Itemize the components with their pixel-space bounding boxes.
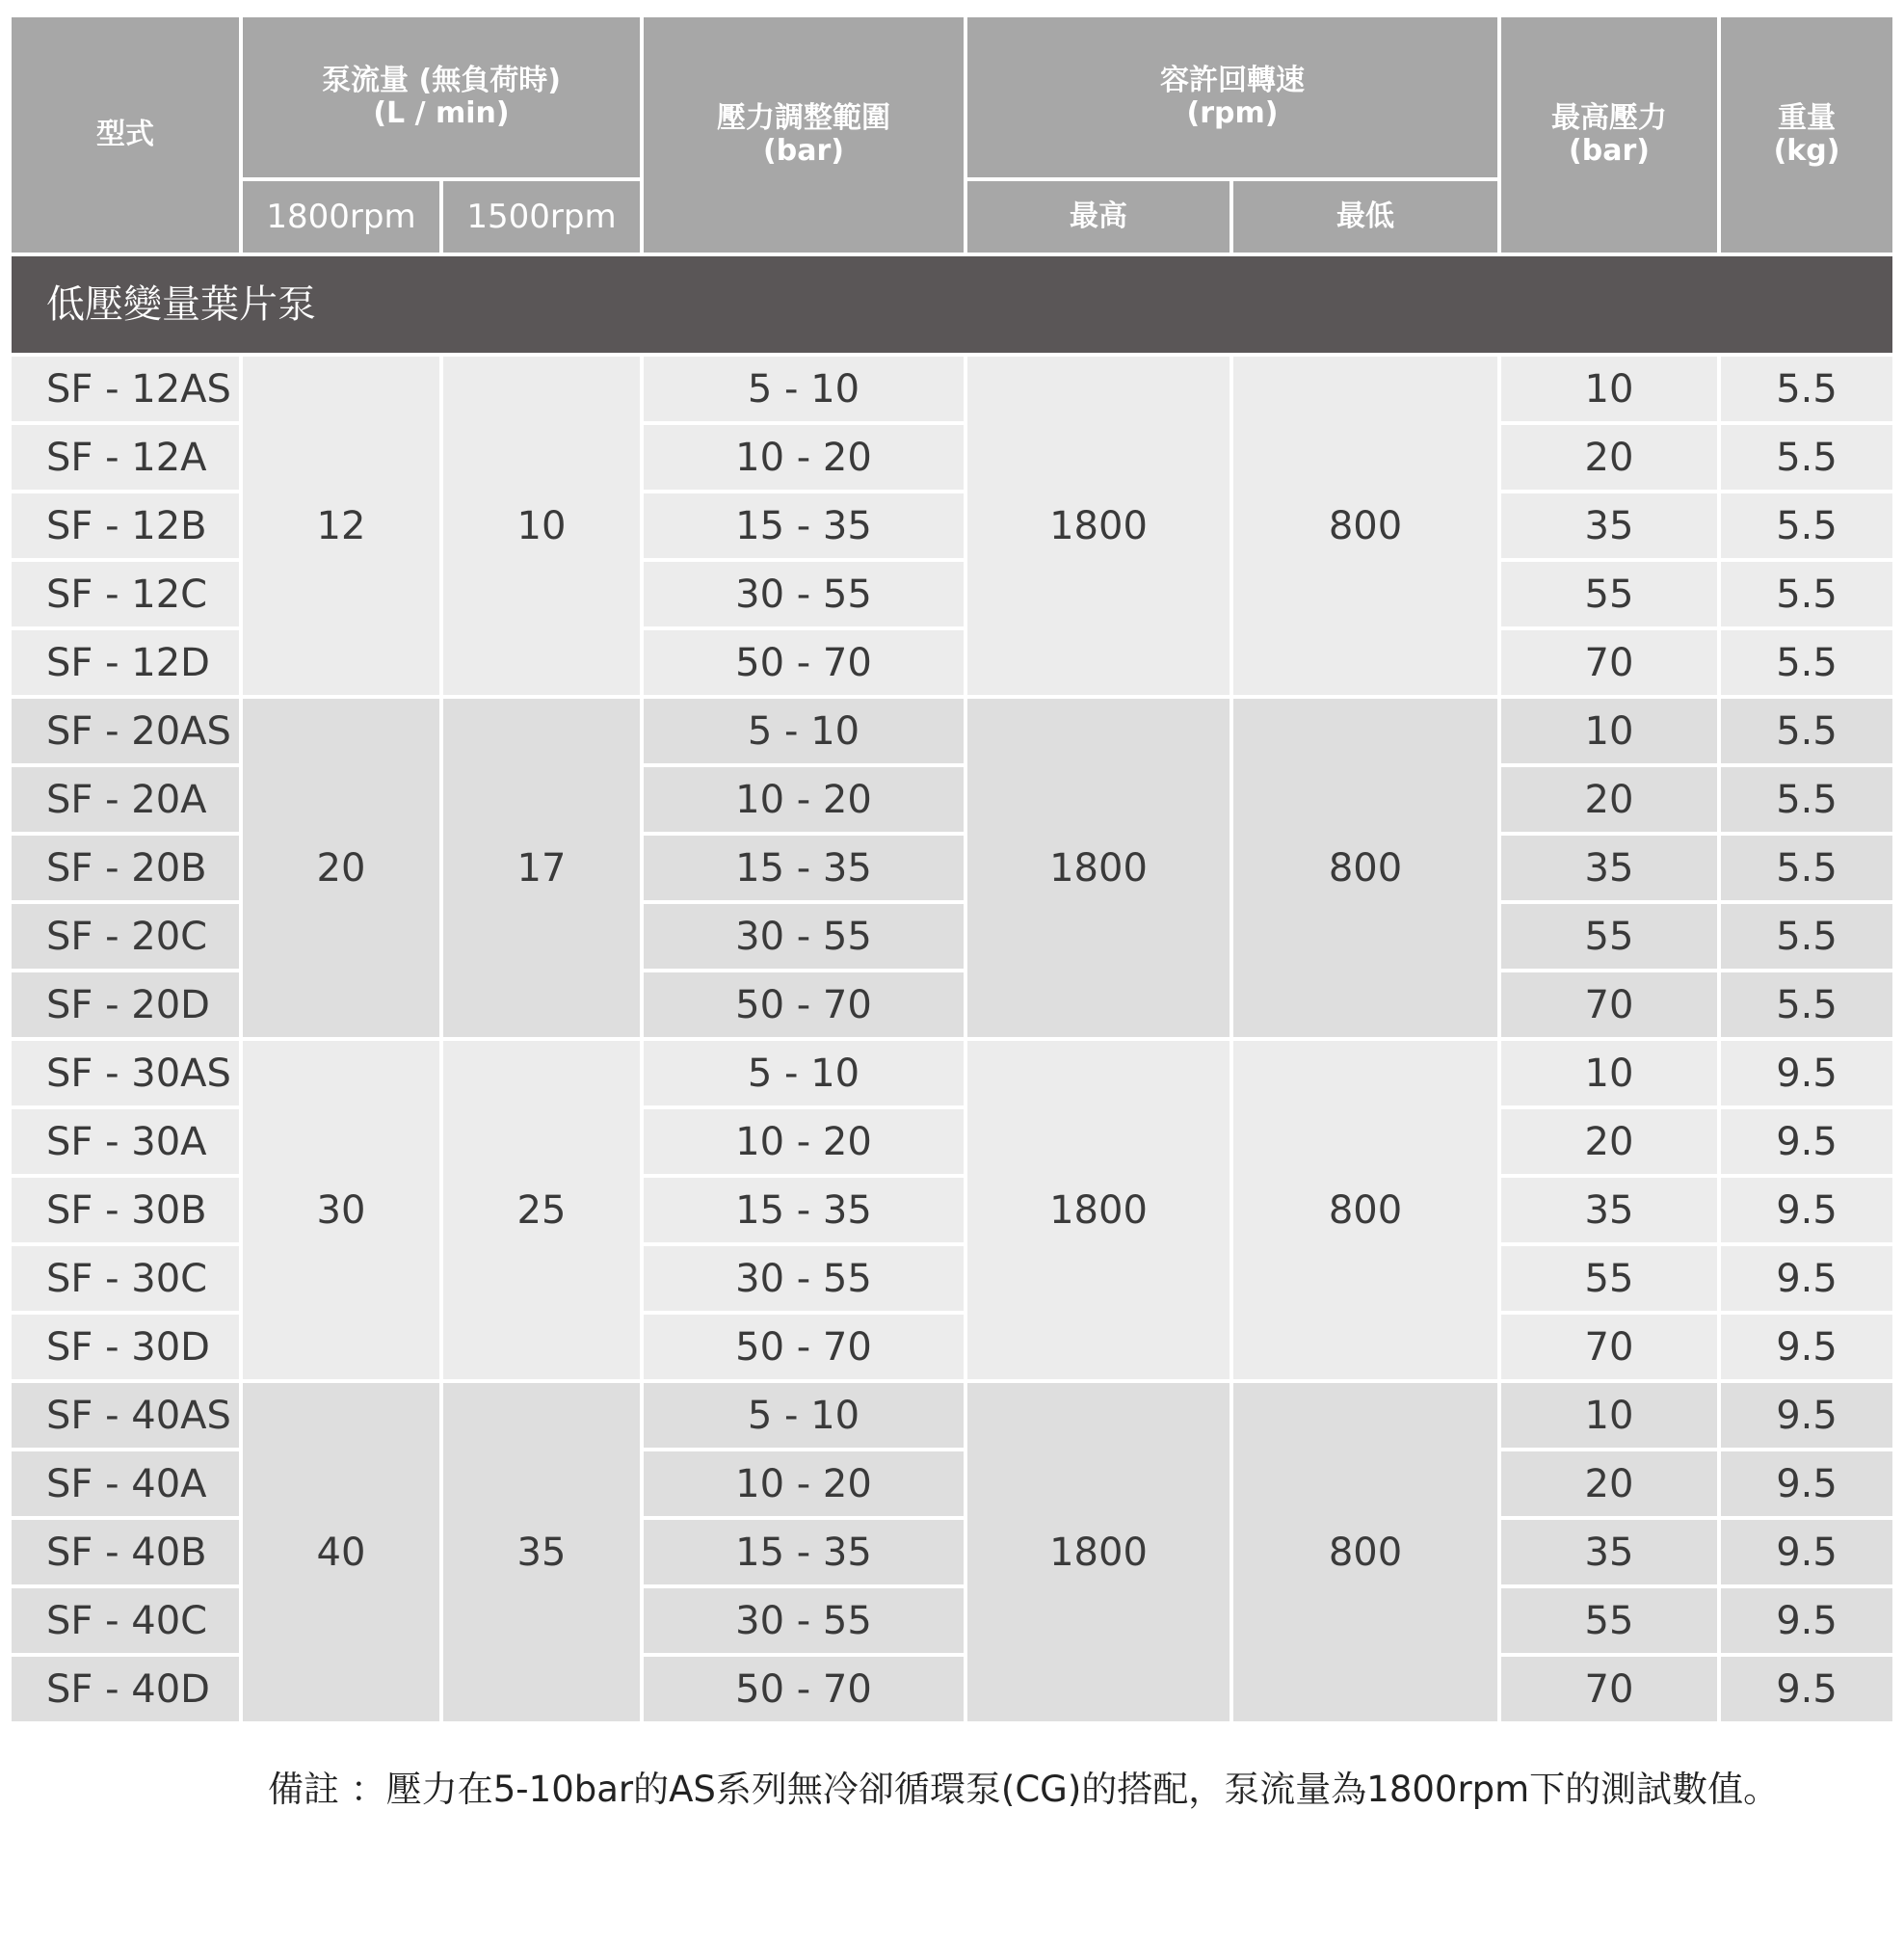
cell-model: SF - 30A [12,1109,239,1174]
cell-speed-max: 1800 [967,1383,1230,1721]
header-model: 型式 [12,17,239,253]
cell-weight: 9.5 [1721,1315,1892,1379]
header-speed-min: 最低 [1233,181,1497,253]
cell-pressure-range: 10 - 20 [644,1451,964,1516]
table-body [12,256,1892,1721]
cell-max-pressure: 70 [1501,972,1717,1037]
header-flow: 泵流量 (無負荷時) (L / min) [243,17,640,177]
cell-weight: 5.5 [1721,972,1892,1037]
cell-pressure-range: 10 - 20 [644,1109,964,1174]
cell-max-pressure: 20 [1501,1109,1717,1174]
cell-flow-1800: 20 [243,699,439,1037]
cell-weight: 5.5 [1721,767,1892,832]
header-pressure-range-unit: (bar) [763,134,844,168]
cell-model: SF - 40B [12,1520,239,1584]
cell-pressure-range: 50 - 70 [644,630,964,695]
cell-model: SF - 12D [12,630,239,695]
header-weight: 重量 (kg) [1721,17,1892,253]
cell-max-pressure: 55 [1501,904,1717,969]
cell-flow-1800: 30 [243,1041,439,1379]
table-header [12,17,1892,253]
cell-pressure-range: 15 - 35 [644,1520,964,1584]
cell-model: SF - 12B [12,493,239,558]
cell-weight: 9.5 [1721,1520,1892,1584]
cell-speed-min: 800 [1233,699,1497,1037]
group-title-bar: 低壓變量葉片泵 [12,256,1892,353]
cell-pressure-range: 15 - 35 [644,493,964,558]
cell-weight: 9.5 [1721,1041,1892,1105]
cell-model: SF - 12C [12,562,239,626]
cell-weight: 9.5 [1721,1657,1892,1721]
cell-flow-1500: 10 [443,357,640,695]
cell-pressure-range: 30 - 55 [644,562,964,626]
cell-max-pressure: 35 [1501,836,1717,900]
cell-weight: 9.5 [1721,1383,1892,1448]
cell-max-pressure: 35 [1501,493,1717,558]
cell-pressure-range: 15 - 35 [644,1178,964,1242]
cell-flow-1500: 25 [443,1041,640,1379]
cell-flow-1800: 40 [243,1383,439,1721]
cell-max-pressure: 20 [1501,1451,1717,1516]
header-speed-max: 最高 [967,181,1230,253]
cell-max-pressure: 20 [1501,425,1717,490]
cell-model: SF - 12A [12,425,239,490]
cell-pressure-range: 5 - 10 [644,699,964,763]
cell-speed-max: 1800 [967,1041,1230,1379]
cell-weight: 5.5 [1721,630,1892,695]
cell-flow-1500: 17 [443,699,640,1037]
cell-max-pressure: 10 [1501,357,1717,421]
cell-weight: 9.5 [1721,1246,1892,1311]
cell-pressure-range: 5 - 10 [644,1383,964,1448]
cell-flow-1500: 35 [443,1383,640,1721]
cell-max-pressure: 35 [1501,1520,1717,1584]
cell-model: SF - 30C [12,1246,239,1311]
cell-max-pressure: 55 [1501,562,1717,626]
header-flow-1800: 1800rpm [243,181,439,253]
cell-model: SF - 30B [12,1178,239,1242]
cell-pressure-range: 10 - 20 [644,767,964,832]
cell-pressure-range: 5 - 10 [644,357,964,421]
cell-pressure-range: 30 - 55 [644,904,964,969]
cell-model: SF - 20C [12,904,239,969]
cell-model: SF - 20AS [12,699,239,763]
cell-weight: 5.5 [1721,425,1892,490]
cell-weight: 9.5 [1721,1451,1892,1516]
cell-weight: 5.5 [1721,836,1892,900]
cell-max-pressure: 70 [1501,1657,1717,1721]
cell-pressure-range: 50 - 70 [644,1657,964,1721]
cell-max-pressure: 10 [1501,699,1717,763]
cell-model: SF - 40C [12,1588,239,1653]
cell-pressure-range: 50 - 70 [644,972,964,1037]
cell-weight: 9.5 [1721,1109,1892,1174]
table-row [12,357,1892,421]
cell-max-pressure: 10 [1501,1041,1717,1105]
cell-max-pressure: 10 [1501,1383,1717,1448]
cell-speed-min: 800 [1233,357,1497,695]
cell-model: SF - 20A [12,767,239,832]
cell-pressure-range: 10 - 20 [644,425,964,490]
header-speed: 容許回轉速 (rpm) [967,17,1497,177]
table-row [12,699,1892,763]
cell-model: SF - 30AS [12,1041,239,1105]
cell-speed-max: 1800 [967,357,1230,695]
header-max-pressure-unit: (bar) [1569,134,1650,168]
table-row [12,1041,1892,1105]
header-pressure-range: 壓力調整範圍 (bar) [644,17,964,253]
cell-max-pressure: 35 [1501,1178,1717,1242]
header-max-pressure: 最高壓力 (bar) [1501,17,1717,253]
cell-model: SF - 30D [12,1315,239,1379]
cell-max-pressure: 55 [1501,1246,1717,1311]
cell-model: SF - 40D [12,1657,239,1721]
cell-speed-min: 800 [1233,1383,1497,1721]
cell-pressure-range: 5 - 10 [644,1041,964,1105]
cell-max-pressure: 70 [1501,1315,1717,1379]
header-speed-unit: (rpm) [1186,96,1279,130]
cell-max-pressure: 70 [1501,630,1717,695]
cell-model: SF - 12AS [12,357,239,421]
cell-weight: 5.5 [1721,904,1892,969]
cell-max-pressure: 20 [1501,767,1717,832]
header-flow-unit: (L / min) [373,96,510,130]
cell-weight: 5.5 [1721,493,1892,558]
cell-weight: 5.5 [1721,699,1892,763]
footnote: 備註 ：壓力在5-10bar的AS系列無冷卻循環泵(CG)的搭配，泵流量為1800rpm下的測試數值。 [268,1769,1780,1810]
cell-weight: 5.5 [1721,357,1892,421]
cell-weight: 5.5 [1721,562,1892,626]
header-weight-unit: (kg) [1773,134,1840,168]
cell-model: SF - 40A [12,1451,239,1516]
cell-pressure-range: 30 - 55 [644,1246,964,1311]
table-row [12,1383,1892,1448]
cell-speed-min: 800 [1233,1041,1497,1379]
cell-weight: 9.5 [1721,1178,1892,1242]
cell-weight: 9.5 [1721,1588,1892,1653]
cell-flow-1800: 12 [243,357,439,695]
cell-pressure-range: 15 - 35 [644,836,964,900]
cell-model: SF - 20D [12,972,239,1037]
spec-table [8,13,1896,1725]
cell-pressure-range: 30 - 55 [644,1588,964,1653]
header-flow-1500: 1500rpm [443,181,640,253]
cell-model: SF - 40AS [12,1383,239,1448]
cell-model: SF - 20B [12,836,239,900]
cell-max-pressure: 55 [1501,1588,1717,1653]
cell-pressure-range: 50 - 70 [644,1315,964,1379]
cell-speed-max: 1800 [967,699,1230,1037]
